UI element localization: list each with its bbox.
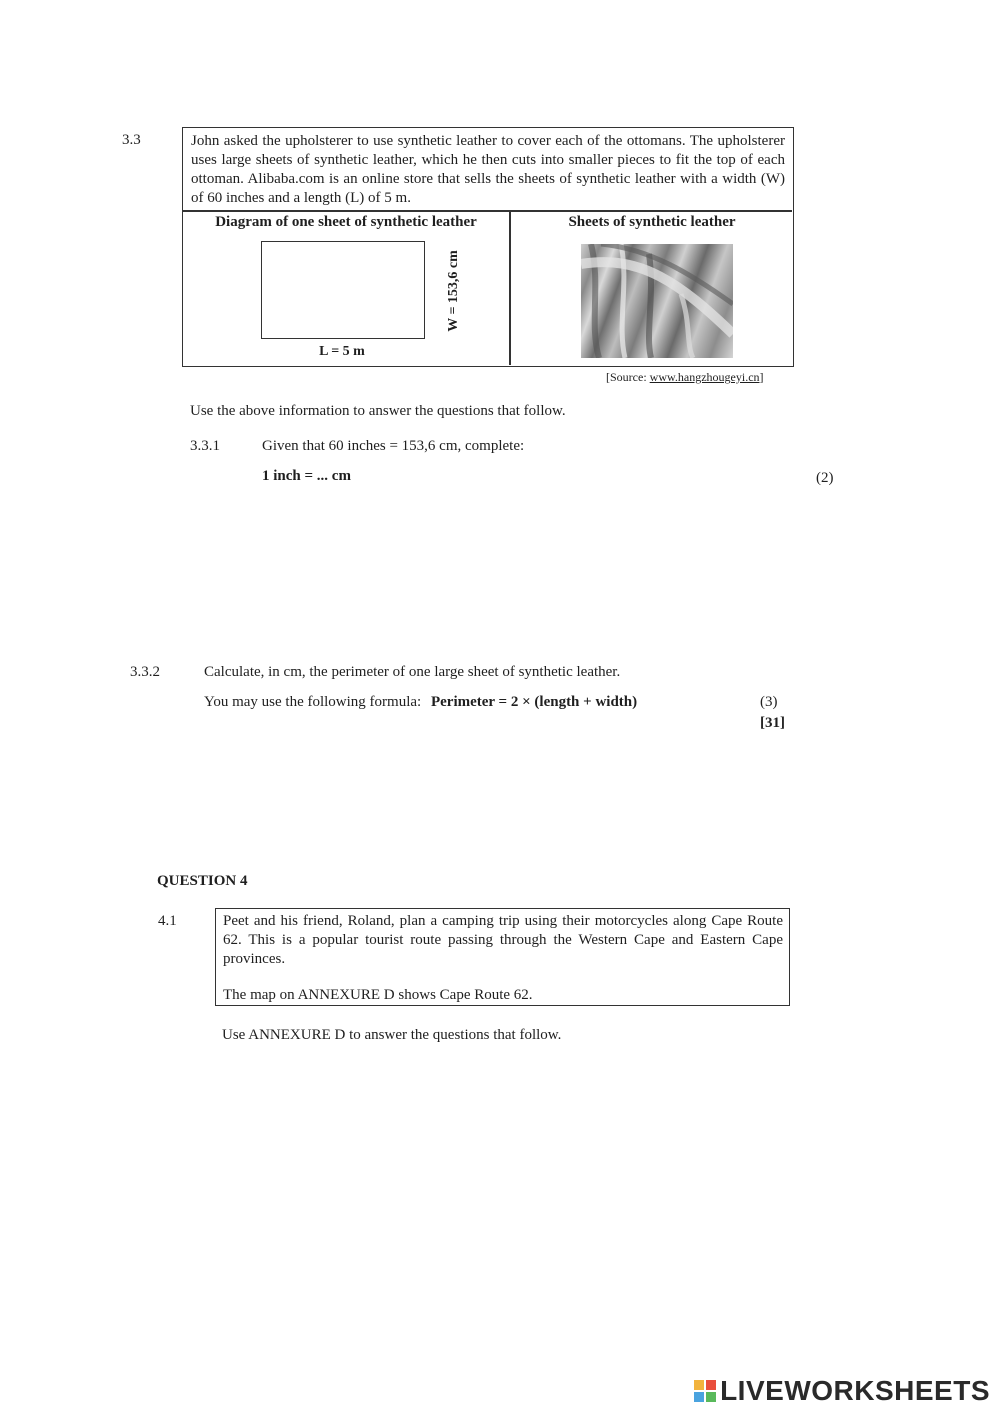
divider [509, 210, 511, 365]
leather-folds-image [581, 244, 733, 358]
width-label: W = 153,6 cm [446, 250, 461, 332]
source-prefix: [Source: [606, 370, 650, 384]
question-text: Calculate, in cm, the perimeter of one large sheet of synthetic leather. [204, 664, 621, 680]
marks: (3) [760, 694, 778, 710]
total-marks: [31] [760, 715, 785, 731]
source-suffix: ] [759, 370, 764, 384]
photo-title: Sheets of synthetic leather [568, 214, 736, 230]
question-number: 4.1 [158, 913, 177, 929]
source-citation [606, 370, 764, 385]
instruction-text: Use the above information to answer the questions that follow. [190, 403, 566, 419]
logo-text: LIVEWORKSHEETS [720, 1375, 990, 1406]
question-number: 3.3 [122, 132, 141, 148]
formula-text: 1 inch = ... cm [262, 468, 351, 484]
liveworksheets-logo[interactable] [694, 1375, 990, 1407]
question-number: 3.3.1 [190, 438, 220, 454]
source-link[interactable]: www.hangzhougeyi.cn [649, 370, 760, 384]
question-text: Given that 60 inches = 153,6 cm, complete: [262, 438, 525, 454]
width-label-container [447, 242, 461, 340]
formula-prefix: You may use the following formula: [204, 694, 422, 710]
length-label: L = 5 m [319, 344, 365, 359]
sheet-rectangle [261, 241, 425, 339]
question-box [182, 127, 794, 367]
intro-text: John asked the upholsterer to use synthetic leather to cover each of the ottomans. The upholsterer uses large sheets of synthetic leather, which he then cuts into smaller pieces to fit the top of each ottoman. Alibaba.com is an online store that sells the sheets of synthetic leather with a width (W) of 60 inches and a length (L) of 5 m. [191, 133, 785, 206]
diagram-title: Diagram of one sheet of synthetic leather [215, 214, 477, 230]
leather-sheets-photo [581, 244, 733, 358]
question-box [215, 908, 790, 1006]
marks: (2) [816, 470, 834, 486]
annexure-text: The map on ANNEXURE D shows Cape Route 62. [223, 987, 533, 1003]
perimeter-formula: Perimeter = 2 × (length + width) [430, 694, 638, 710]
logo-icon [694, 1380, 716, 1402]
question-number: 3.3.2 [130, 664, 160, 680]
formula-line [204, 694, 637, 711]
instruction-text: Use ANNEXURE D to answer the questions that follow. [222, 1027, 562, 1043]
divider [183, 210, 792, 212]
scenario-text: Peet and his friend, Roland, plan a camping trip using their motorcycles along Cape Route 62. This is a popular tourist route passing through the Western Cape and Eastern Cape provinces. [223, 913, 783, 967]
section-heading: QUESTION 4 [157, 873, 248, 889]
